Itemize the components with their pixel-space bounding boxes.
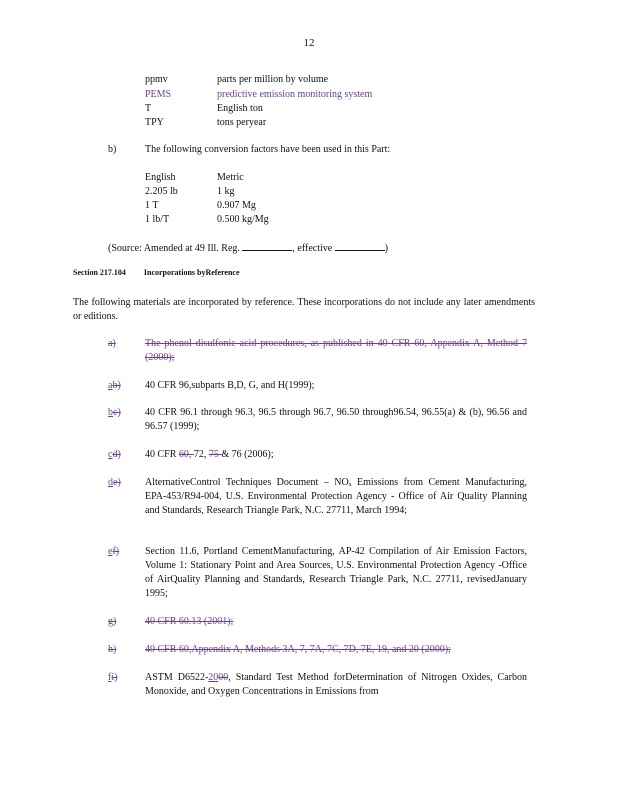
item-label <box>108 337 116 350</box>
label-new: a <box>108 380 113 391</box>
text-part: 40 CFR <box>145 449 179 460</box>
item-label <box>108 671 117 684</box>
label-old: c) <box>113 407 121 418</box>
label-old: b) <box>112 380 121 391</box>
source-suffix: ) <box>384 243 389 254</box>
conv-metric: 0.500 kg/Mg <box>217 214 269 225</box>
label-old: d) <box>112 449 121 460</box>
section-number: Section 217.104 <box>73 268 126 277</box>
item-text: AlternativeControl Techniques Document – NOₓ Emissions from Cement Manufacturing, EPA-453/R94-004, U.S. Environmental Protection Agency - Office of Air Quality Planning and Standards, Research Triangle Park, N.C. 27711, March 1994; <box>145 477 527 516</box>
abbr-meaning: parts per million by volume <box>217 74 329 85</box>
intro-paragraph: The following materials are incorporated by reference. These incorporations do not include any later amendments or editions. <box>73 297 535 322</box>
label-old: g) <box>108 616 117 627</box>
conv-english: 1 lb/T <box>145 214 170 225</box>
item-text-deleted: The phenol disulfonic acid procedures, as published in 40 CFR 60, Appendix A, Method 7 (2000); <box>145 338 527 363</box>
abbr-meaning: tons peryear <box>217 117 267 128</box>
abbr-meaning: predictive emission monitoring system <box>217 89 373 100</box>
abbr-term: T <box>145 103 152 114</box>
item-text-deleted: 40 CFR 60.13 (2001); <box>145 616 234 627</box>
conv-metric: 0.907 Mg <box>217 200 256 211</box>
col-header-metric: Metric <box>217 172 244 183</box>
abbr-meaning: English ton <box>217 103 263 114</box>
col-header-english: English <box>145 172 176 183</box>
item-text: 40 CFR 96.1 through 96.3, 96.5 through 96.7, 96.50 through96.54, 96.55(a) & (b), 96.56 and 96.57 (1999); <box>145 407 527 432</box>
date-blank <box>335 241 385 251</box>
item-label <box>108 643 116 656</box>
source-prefix: (Source: Amended at 49 Ill. Reg. <box>108 243 240 254</box>
conv-english: 1 T <box>145 200 159 211</box>
label-old: h) <box>108 644 117 655</box>
abbr-term: ppmv <box>145 74 168 85</box>
deleted-text: 75 <box>208 449 222 460</box>
section-title: Incorporations byReference <box>143 268 240 277</box>
subsection-label: b) <box>108 144 117 155</box>
item-label <box>108 448 121 461</box>
label-old: i) <box>111 672 118 683</box>
label-new: d <box>108 477 113 488</box>
abbr-term: PEMS <box>145 89 172 100</box>
inserted-text: 20 <box>208 672 219 683</box>
item-label <box>108 476 121 489</box>
item-text <box>145 448 527 462</box>
label-new: e <box>108 546 113 557</box>
item-label <box>108 406 121 419</box>
deleted-text: 00 <box>218 672 229 683</box>
label-old: a) <box>108 338 116 349</box>
text-part: & 76 (2006); <box>221 449 274 460</box>
label-new: f <box>108 672 112 683</box>
item-text: Section 11.6, Portland CementManufacturing, AP-42 Compilation of Air Emission Factors, Volume 1: Stationary Point and Area Sources, U.S. Environmental Protection Agency -Office of AirQuality Planning and Standards, Research Triangle Park, N.C. 27711, revisedJanuary 1995; <box>145 546 527 599</box>
deleted-text: 60, <box>178 449 194 460</box>
text-part: 72, <box>193 449 209 460</box>
abbr-term: TPY <box>145 117 164 128</box>
text-part: ASTM D6522- <box>145 672 209 683</box>
item-text: 40 CFR 96,subparts B,D, G, and H(1999); <box>145 380 315 391</box>
item-text-deleted: 40 CFR 60,Appendix A, Methods 3A, 7, 7A, 7C, 7D, 7E, 19, and 20 (2000); <box>145 644 451 655</box>
label-new: b <box>108 407 113 418</box>
item-text <box>145 671 527 699</box>
source-mid: , effective <box>292 243 333 254</box>
item-label <box>108 379 121 392</box>
item-label <box>108 615 116 628</box>
conversion-intro: The following conversion factors have been used in this Part: <box>145 144 391 155</box>
page-number: 12 <box>303 37 315 49</box>
label-new: c <box>108 449 113 460</box>
section-heading <box>73 268 240 277</box>
item-label <box>108 545 119 558</box>
date-blank <box>242 241 292 251</box>
text-part: , Standard Test Method forDetermination of Nitrogen Oxides, Carbon Monoxide, and Oxygen Concentrations in Emissions from <box>145 672 527 697</box>
source-note <box>108 241 388 255</box>
label-old: e) <box>113 477 121 488</box>
conv-english: 2.205 lb <box>145 186 178 197</box>
conv-metric: 1 kg <box>217 186 235 197</box>
label-old: f) <box>112 546 120 557</box>
